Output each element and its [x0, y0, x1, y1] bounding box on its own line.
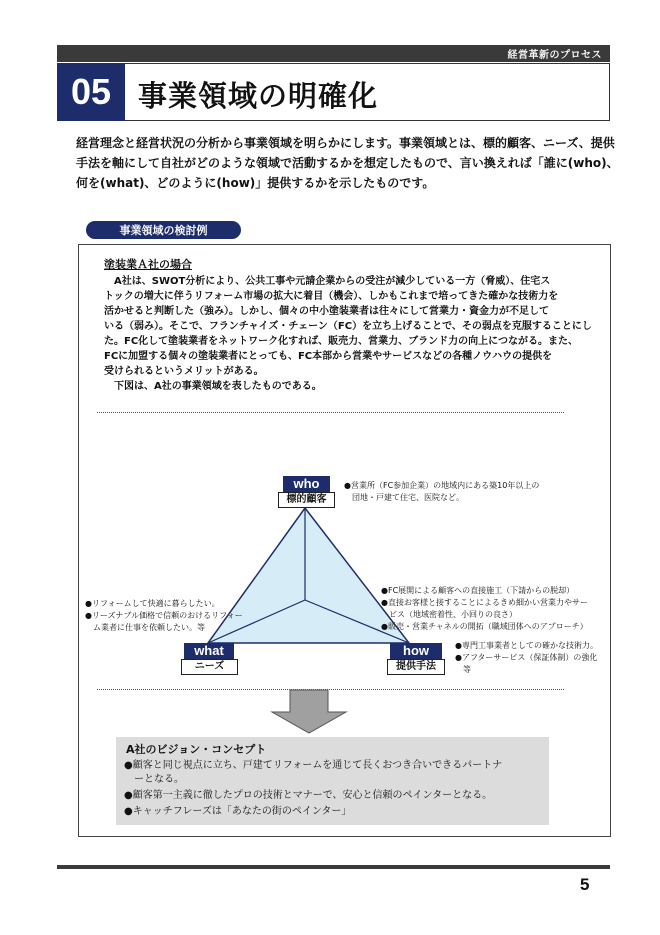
intro-line: 何を(what)、どのように(how)」提供するかを示したものです。 [76, 176, 435, 190]
how-notes-b [455, 640, 598, 676]
who-sub: 標的顧客 [278, 492, 335, 508]
how-note: 等 [455, 665, 471, 674]
case-line: いる（弱み）。そこで、フランチャイズ・チェーン（FC）を立ち上げることで、その弱点を克服することにし [104, 321, 592, 332]
what-head: what [184, 643, 234, 659]
section-number: 05 [57, 63, 125, 121]
who-notes [344, 480, 539, 504]
intro-line: 手法を軸にして自社がどのような領域で活動するかを想定したもので、言い換えれば「誰に(who)、 [76, 156, 619, 170]
case-title: 塗装業Ａ社の場合 [104, 258, 192, 271]
case-line: 下図は、A社の事業領域を表したものである。 [104, 381, 322, 392]
what-note: ●リフォームして快適に暮らしたい。 [85, 599, 220, 608]
page-number: 5 [580, 875, 590, 894]
case-line: た。FC化して塗装業者をネットワーク化すれば、販売力、営業力、ブランド力の向上につながる。また、 [104, 336, 578, 347]
case-line: FCに加盟する個々の塗装業者にとっても、FC本部から営業やサービスなどの各種ノウハウの提供を [104, 351, 553, 362]
section-label: 経営革新のプロセス [507, 50, 602, 61]
how-note: ●専門工事業者としての確かな技術力。 [455, 641, 598, 650]
who-note: 団地・戸建て住宅、医院など。 [344, 493, 464, 502]
how-head: how [390, 643, 442, 659]
vision-title: A社のビジョン・コンセプト [126, 743, 267, 756]
how-note: ●直接お客様と接することによるきめ細かい営業力やサー [381, 598, 588, 607]
case-line: 受けられるというメリットがある。 [104, 366, 264, 377]
how-notes-a [381, 585, 588, 633]
what-note: ム業者に仕事を依頼したい。等 [85, 623, 205, 632]
down-arrow [272, 690, 346, 733]
what-notes [85, 598, 243, 634]
who-head: who [283, 476, 330, 492]
how-note: ●アフターサービス（保証体制）の強化 [455, 653, 598, 662]
vision-item: ●顧客第一主義に徹したプロの技術とマナーで、安心と信頼のペインターとなる。 [124, 790, 493, 801]
who-note: ●営業所（FC参加企業）の地域内にある築10年以上の [344, 481, 540, 490]
what-note: ●リーズナブル価格で信頼のおけるリフォー [85, 611, 243, 620]
vision-item: ●キャッチフレーズは「あなたの街のペインター」 [124, 806, 352, 817]
vision-item: ●顧客と同じ視点に立ち、戸建てリフォームを通じて長くおつき合いできるパートナ [124, 760, 503, 771]
intro-line: 経営理念と経営状況の分析から事業領域を明らかにします。事業領域とは、標的顧客、ニーズ、提供 [76, 136, 615, 150]
how-note: ●FC展開による顧客への直接施工（下請からの脱却） [381, 586, 575, 595]
example-label: 事業領域の検討例 [86, 221, 241, 239]
case-line: トックの増大に伴うリフォーム市場の拡大に着目（機会）、しかもこれまで培ってきた確かな技術力を [104, 291, 559, 302]
footer-bar [57, 865, 610, 869]
what-sub: ニーズ [181, 659, 238, 675]
how-note: ●販売・営業チャネルの開拓（職域団体へのアプローチ） [381, 622, 588, 631]
case-line: A社は、SWOT分析により、公共工事や元請企業からの受注が減少している一方（脅威）、住宅ス [104, 276, 551, 287]
how-note: ビス（地域密着性、小回りの良さ） [381, 610, 517, 619]
case-line: 活かせると判断した（強み）。しかし、個々の中小塗装業者は往々にして営業力・資金力が不足して [104, 306, 549, 317]
vision-item: ーとなる。 [124, 774, 184, 785]
how-sub: 提供手法 [387, 659, 445, 675]
page-title: 事業領域の明確化 [138, 79, 379, 113]
